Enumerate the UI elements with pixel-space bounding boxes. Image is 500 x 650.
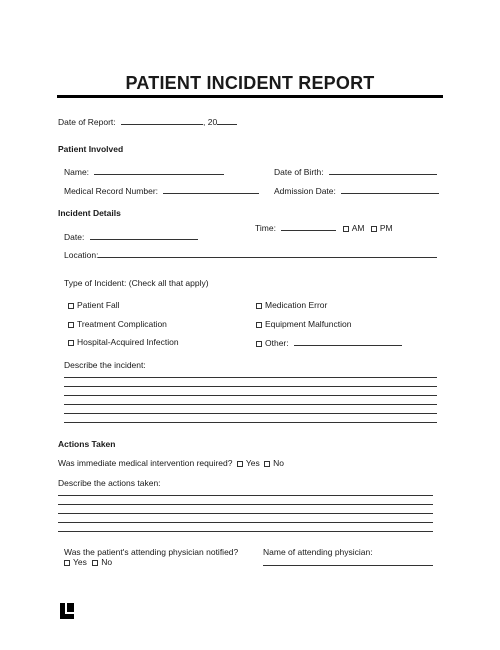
patient-name-label: Name: bbox=[64, 167, 90, 177]
actions-description-line[interactable] bbox=[58, 513, 433, 514]
page-title: PATIENT INCIDENT REPORT bbox=[125, 73, 375, 93]
am-checkbox[interactable] bbox=[343, 226, 349, 232]
medical-record-label: Medical Record Number: bbox=[64, 186, 159, 196]
physician-notified-options bbox=[64, 557, 112, 567]
pm-checkbox[interactable] bbox=[371, 226, 377, 232]
admission-date-row bbox=[274, 185, 439, 196]
actions-description-line[interactable] bbox=[58, 531, 433, 532]
year-prefix: , 20 bbox=[203, 117, 218, 127]
patient-fall-option[interactable] bbox=[68, 300, 120, 310]
patient-fall-label: Patient Fall bbox=[77, 300, 120, 310]
treatment-complication-checkbox[interactable] bbox=[68, 322, 74, 328]
physician-yes-label: Yes bbox=[73, 557, 87, 567]
incident-description-line[interactable] bbox=[64, 404, 437, 405]
incident-date-field[interactable] bbox=[90, 231, 198, 240]
physician-no-checkbox[interactable] bbox=[92, 560, 98, 566]
incident-type-label: Type of Incident: (Check all that apply) bbox=[64, 278, 209, 288]
physician-name-label: Name of attending physician: bbox=[263, 547, 373, 557]
other-option[interactable] bbox=[256, 337, 402, 348]
equipment-malfunction-checkbox[interactable] bbox=[256, 322, 262, 328]
actions-description-line[interactable] bbox=[58, 495, 433, 496]
time-label: Time: bbox=[255, 223, 276, 233]
incident-description-line[interactable] bbox=[64, 413, 437, 414]
actions-taken-heading: Actions Taken bbox=[58, 439, 116, 449]
intervention-no-checkbox[interactable] bbox=[264, 461, 270, 467]
patient-involved-heading: Patient Involved bbox=[58, 144, 124, 154]
medical-record-field[interactable] bbox=[163, 185, 259, 194]
location-row bbox=[64, 250, 99, 260]
treatment-complication-option[interactable] bbox=[68, 319, 167, 329]
admission-date-field[interactable] bbox=[341, 185, 439, 194]
location-label: Location: bbox=[64, 250, 99, 260]
incident-description-line[interactable] bbox=[64, 386, 437, 387]
am-label: AM bbox=[351, 223, 365, 233]
date-of-birth-label: Date of Birth: bbox=[274, 167, 324, 177]
incident-description-line[interactable] bbox=[64, 422, 437, 423]
equipment-malfunction-label: Equipment Malfunction bbox=[265, 319, 352, 329]
time-row bbox=[255, 222, 393, 233]
date-of-report-row bbox=[58, 116, 237, 127]
treatment-complication-label: Treatment Complication bbox=[77, 319, 167, 329]
intervention-yes-checkbox[interactable] bbox=[237, 461, 243, 467]
medication-error-option[interactable] bbox=[256, 300, 327, 310]
intervention-row bbox=[58, 458, 284, 468]
incident-date-label: Date: bbox=[64, 232, 85, 242]
incident-details-heading: Incident Details bbox=[58, 208, 121, 218]
location-field[interactable] bbox=[98, 257, 437, 258]
medication-error-checkbox[interactable] bbox=[256, 303, 262, 309]
describe-incident-label: Describe the incident: bbox=[64, 360, 146, 370]
actions-description-line[interactable] bbox=[58, 522, 433, 523]
describe-actions-label: Describe the actions taken: bbox=[58, 478, 161, 488]
equipment-malfunction-option[interactable] bbox=[256, 319, 351, 329]
physician-name-field[interactable] bbox=[263, 565, 433, 566]
patient-fall-checkbox[interactable] bbox=[68, 303, 74, 309]
patient-name-field[interactable] bbox=[94, 166, 224, 175]
patient-name-row bbox=[64, 166, 224, 177]
medication-error-label: Medication Error bbox=[265, 300, 328, 310]
medical-record-row bbox=[64, 185, 259, 196]
legal-templates-logo-icon bbox=[60, 603, 74, 619]
physician-no-label: No bbox=[101, 557, 113, 567]
hospital-acquired-infection-label: Hospital-Acquired Infection bbox=[77, 337, 179, 347]
incident-date-row bbox=[64, 231, 198, 242]
incident-description-line[interactable] bbox=[64, 377, 437, 378]
actions-description-line[interactable] bbox=[58, 504, 433, 505]
other-field[interactable] bbox=[294, 337, 402, 346]
intervention-yes-label: Yes bbox=[245, 458, 260, 468]
intervention-question: Was immediate medical intervention required? bbox=[58, 458, 233, 468]
date-of-birth-row bbox=[274, 166, 437, 177]
physician-notified-question: Was the patient's attending physician notified? bbox=[64, 547, 239, 557]
time-field[interactable] bbox=[281, 222, 336, 231]
hospital-acquired-infection-option[interactable] bbox=[68, 337, 179, 347]
physician-yes-checkbox[interactable] bbox=[64, 560, 70, 566]
incident-description-line[interactable] bbox=[64, 395, 437, 396]
date-of-report-label: Date of Report: bbox=[58, 117, 116, 127]
date-of-report-field[interactable] bbox=[121, 116, 203, 125]
other-checkbox[interactable] bbox=[256, 341, 262, 347]
date-of-birth-field[interactable] bbox=[329, 166, 437, 175]
pm-label: PM bbox=[379, 223, 393, 233]
intervention-no-label: No bbox=[273, 458, 284, 468]
title-rule bbox=[57, 95, 443, 98]
other-label: Other: bbox=[265, 338, 289, 348]
hospital-acquired-infection-checkbox[interactable] bbox=[68, 340, 74, 346]
year-field[interactable] bbox=[217, 116, 237, 125]
admission-date-label: Admission Date: bbox=[274, 186, 336, 196]
